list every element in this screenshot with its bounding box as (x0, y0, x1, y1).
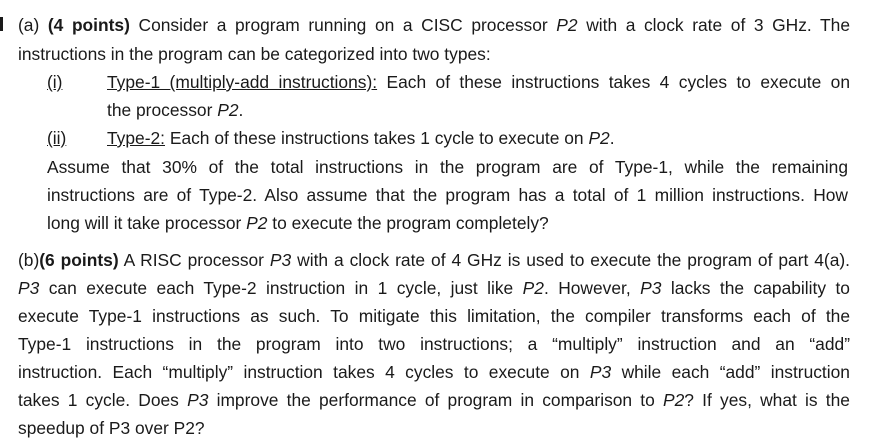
part-a-line-1: (a) (4 points) Consider a program running on a CISC processor P2 with a clock rate of 3 GHz. The (18, 15, 851, 35)
part-b-line-2: P3 can execute each Type-2 instruction in 1 cycle, just like P2. However, P3 lacks the capability to (18, 278, 850, 298)
part-a-assume-3: long will it take processor P2 to execute the program completely? (47, 213, 549, 233)
part-b-line-4: Type-1 instructions in the program into two instructions; a “multiply” instruction and an “add” (18, 334, 850, 354)
part-a-assume-1: Assume that 30% of the total instructions in the program are of Type-1, while the remaining (47, 157, 848, 177)
part-b-line-1: (b)(6 points) A RISC processor P3 with a clock rate of 4 GHz is used to execute the program of part 4(a). (18, 250, 850, 270)
item-1-number: (i) (47, 72, 63, 92)
part-a-points: (4 points) (47, 15, 130, 35)
item-1-line-2: the processor P2. (107, 100, 244, 120)
part-b-line-5: instruction. Each “multiply” instruction takes 4 cycles to execute on P3 while each “add” instruction (18, 362, 850, 382)
part-b-line-6: takes 1 cycle. Does P3 improve the performance of program in comparison to P2? If yes, what is the (18, 390, 850, 410)
page-edge-marker (0, 17, 3, 31)
part-b-line-7: speedup of P3 over P2? (18, 418, 205, 438)
part-b-line-3: execute Type-1 instructions as such. To mitigate this limitation, the compiler transforms each of the (18, 306, 850, 326)
item-1-line-1: Type-1 (multiply-add instructions): Each of these instructions takes 4 cycles to execute on (107, 72, 851, 92)
part-a-assume-2: instructions are of Type-2. Also assume that the program has a total of 1 million instructions. How (47, 185, 848, 205)
item-2-number: (ii) (47, 128, 67, 148)
item-2-line: Type-2: Each of these instructions takes 1 cycle to execute on P2. (107, 128, 615, 148)
part-b-points: (6 points) (39, 250, 119, 270)
part-a-line-2: instructions in the program can be categorized into two types: (18, 44, 491, 64)
